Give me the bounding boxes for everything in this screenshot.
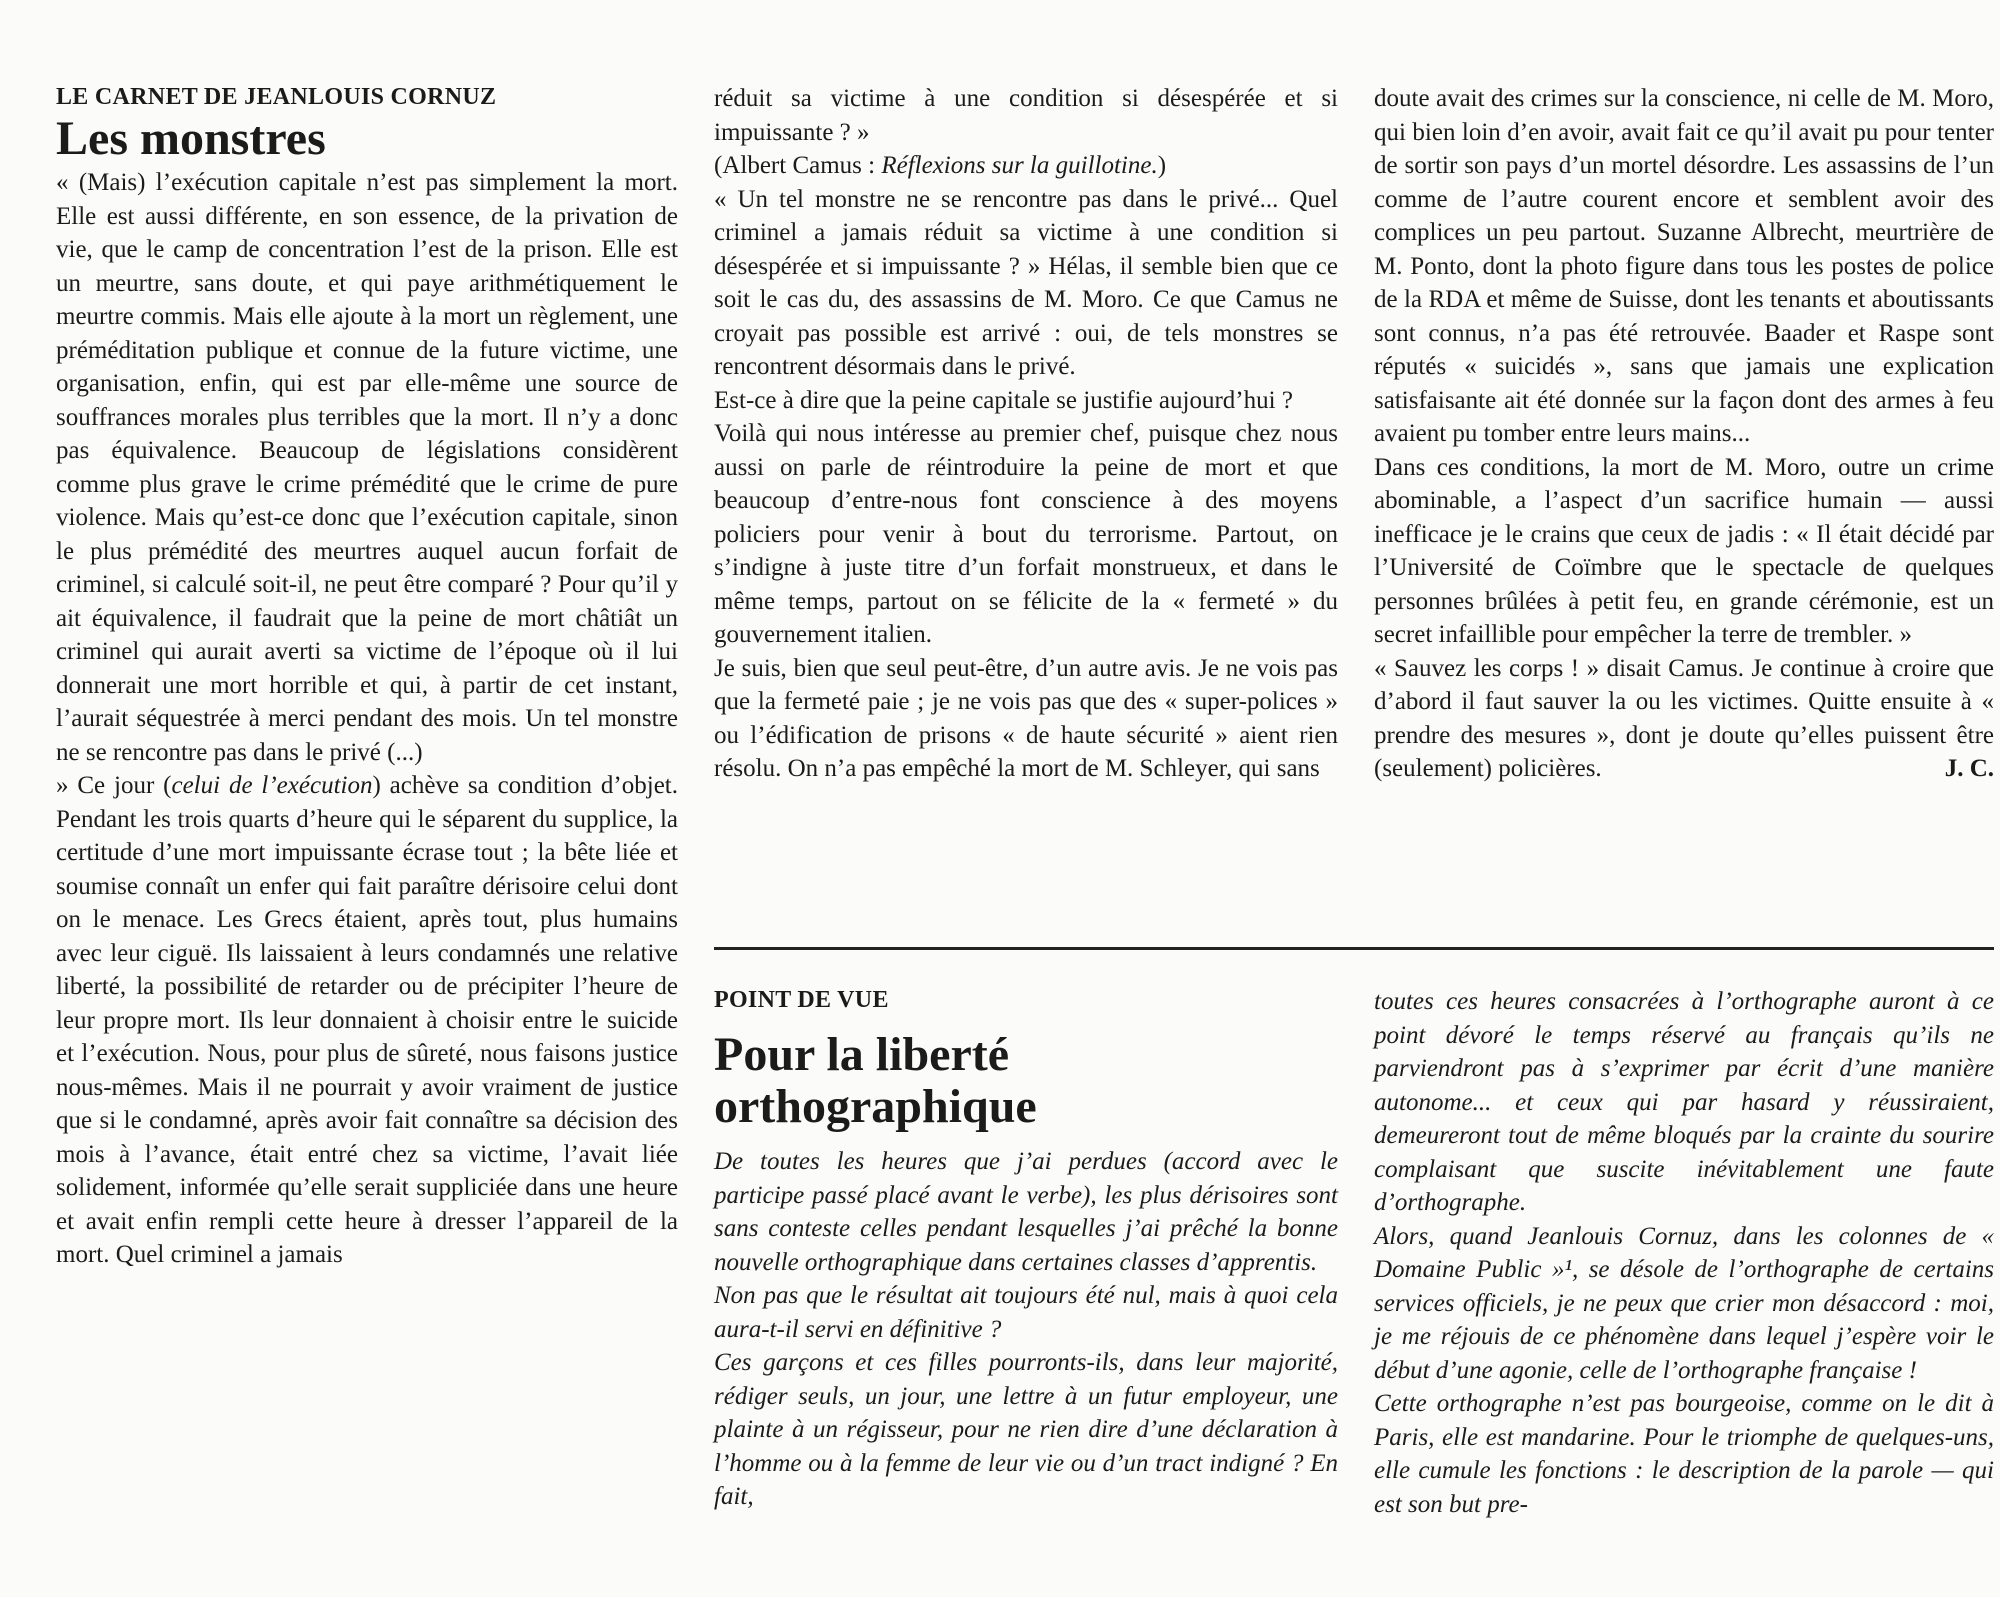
section-divider (714, 947, 1994, 950)
article-orthographe-column-3 (1374, 985, 1994, 1521)
signature: J. C. (1944, 755, 1994, 782)
text-run: « Sauvez les corps ! » disait Camus. Je continue à croire que d’abord il faut sauver la ou les victimes. Quitte ensuite à « prendre des mesures », dont je doute qu’elles puissent être (seulement) policières. (1374, 654, 1994, 782)
paragraph: Ces garçons et ces filles pourronts-ils, dans leur majorité, rédiger seuls, un jour, une lettre à un futur employeur, une plainte à un régisseur, pour ne rien dire d’une déclaration à l’homme ou à la femme de leur vie ou d’un tract indigné ? En fait, (714, 1349, 1338, 1510)
article-title (714, 1029, 1338, 1133)
article-monstres-column-1 (56, 82, 678, 1272)
paragraph: Dans ces conditions, la mort de M. Moro, outre un crime abominable, a l’aspect d’un sacrifice humain — aussi inefficace je le crains que ceux de jadis : « Il était décidé par l’Université de Coïmbre que le spectacle de quelques personnes brûlées à petit feu, en grande cérémonie, est un secret infaillible pour empêcher la terre de trembler. » (1374, 453, 1994, 648)
paragraph: « (Mais) l’exécution capitale n’est pas simplement la mort. Elle est aussi différente, en son essence, de la privation de vie, que le camp de concentration l’est de la prison. Elle est un meurtre, sans doute, et qui paye arithmétiquement le meurtre commis. Mais elle ajoute à la mort un règlement, une préméditation publique et connue de la future victime, une organisation, enfin, qui est par elle-même une source de souffrances morales plus terribles que la mort. Il n’y a donc pas équivalence. Beaucoup de législations considèrent comme plus grave le crime prémédité que le crime de pure violence. Mais qu’est-ce donc que l’exécution capitale, sinon le plus prémédité des meurtres auquel aucun forfait de criminel, si calculé soit-il, ne peut être comparé ? Pour qu’il y ait équivalence, il faudrait que la peine de mort châtiât un criminel qui aurait averti sa victime de l’époque où il lui donnerait une mort horrible et qui, à partir de cet instant, l’aurait séquestrée à merci pendant des mois. Un tel monstre ne se rencontre pas dans le privé (...) (56, 169, 678, 766)
paragraph (1374, 652, 1994, 786)
article-body (714, 1145, 1338, 1514)
paragraph: toutes ces heures consacrées à l’orthographe auront à ce point dévoré le temps réservé au français qu’ils ne parviendront pas à s’exprimer par écrit d’une manière autonome... et ceux qui par hasard y réussiraient, demeureront tout de même bloqués par la crainte du sourire complaisant que suscite inévitablement une faute d’orthographe. (1374, 988, 1994, 1216)
article-orthographe-column-2 (714, 985, 1338, 1514)
text-run: » Ce jour ( (56, 772, 172, 799)
paragraph: Cette orthographe n’est pas bourgeoise, comme on le dit à Paris, elle est mandarine. Pour le triomphe de quelques-uns, elle cumule les fonctions : le description de la parole — qui est son but pre- (1374, 1390, 1994, 1518)
text-run: (Albert Camus : (714, 152, 882, 179)
paragraph: « Un tel monstre ne se rencontre pas dans le privé... Quel criminel a jamais réduit sa victime à une condition si désespérée et si impuissante ? » Hélas, il semble bien que ce soit le cas du, des assassins de M. Moro. Ce que Camus ne croyait pas possible est arrivé : oui, de tels monstres se rencontrent désormais dans le privé. (714, 185, 1338, 380)
article-monstres-column-2 (714, 82, 1338, 786)
italic-text: Réflexions sur la guillotine. (881, 152, 1158, 179)
paragraph: Voilà qui nous intéresse au premier chef, puisque chez nous aussi on parle de réintroduire la peine de mort et que beaucoup d’entre-nous font conscience à des moyens policiers pour venir à bout du terrorisme. Partout, on s’indigne à juste titre d’un forfait monstrueux, et dans le même temps, partout on se félicite de la « fermeté » du gouvernement italien. (714, 420, 1338, 648)
paragraph: De toutes les heures que j’ai perdues (accord avec le participe passé placé avant le verbe), les plus dérisoires sont sans conteste celles pendant lesquelles j’ai prêché la bonne nouvelle orthographique dans certaines classes d’apprentis. (714, 1148, 1338, 1276)
title-line: Pour la liberté (714, 1028, 1010, 1081)
article-title: Les monstres (56, 112, 326, 165)
paragraph: réduit sa victime à une condition si désespérée et si impuissante ? » (714, 85, 1338, 146)
section-kicker: POINT DE VUE (714, 987, 889, 1013)
paragraph: Je suis, bien que seul peut-être, d’un autre avis. Je ne vois pas que la fermeté paie ; je ne vois pas que des « super-polices » ou l’édification de prisons « de haute sécurité » aient rien résolu. On n’a pas empêché la mort de M. Schleyer, qui sans (714, 654, 1338, 782)
article-monstres-column-3 (1374, 82, 1994, 786)
paragraph (56, 769, 678, 1272)
citation (714, 149, 1338, 183)
paragraph: Non pas que le résultat ait toujours été nul, mais à quoi cela aura-t-il servi en définitive ? (714, 1282, 1338, 1343)
paragraph: Est-ce à dire que la peine capitale se justifie aujourd’hui ? (714, 386, 1293, 414)
text-run: ) (1157, 152, 1167, 179)
italic-text: celui de l’exécution (171, 772, 373, 799)
section-kicker: LE CARNET DE JEANLOUIS CORNUZ (56, 84, 497, 110)
paragraph: doute avait des crimes sur la conscience, ni celle de M. Moro, qui bien loin d’en avoir, avait fait ce qu’il avait pu pour tenter de sortir son pays d’un mortel désordre. Les assassins de l’un comme de l’autre courent encore et semblent avoir des complices un peu partout. Suzanne Albrecht, meurtrière de M. Ponto, dont la photo figure dans tous les postes de police de la RDA et même de Suisse, dont les tenants et aboutissants sont connus, n’a pas été retrouvée. Baader et Raspe sont réputés « suicidés », sans que jamais une explication satisfaisante ait été donnée sur la façon dont des armes à feu avaient pu tomber entre leurs mains... (1374, 85, 1994, 447)
title-line: orthographique (714, 1080, 1037, 1133)
paragraph: Alors, quand Jeanlouis Cornuz, dans les colonnes de « Domaine Public »¹, se désole de l’orthographe de certains services officiels, je ne peux que crier mon désaccord : moi, je me réjouis de ce phénomène dans lequel j’espère voir le début d’une agonie, celle de l’orthographe française ! (1374, 1222, 1994, 1384)
text-run: ) achève sa condition d’objet. Pendant les trois quarts d’heure qui le séparent du supplice, la certitude d’une mort impuissante écrase tout ; la bête liée et soumise connaît un enfer qui fait paraître dérisoire celui dont on le menace. Les Grecs étaient, après tout, plus humains avec leur ciguë. Ils laissaient à leurs condamnés une relative liberté, la possibilité de retarder ou de précipiter l’heure de leur propre mort. Ils leur donnaient à choisir entre le suicide et l’exécution. Nous, pour plus de sûreté, nous faisons justice nous-mêmes. Mais il ne pourrait y avoir vraiment de justice que si le condamné, après avoir fait connaître sa décision des mois à l’avance, était entré chez sa victime, l’avait liée solidement, informée qu’elle serait suppliciée dans une heure et avait enfin rempli cette heure à dresser l’appareil de la mort. Quel criminel a jamais (56, 772, 678, 1268)
